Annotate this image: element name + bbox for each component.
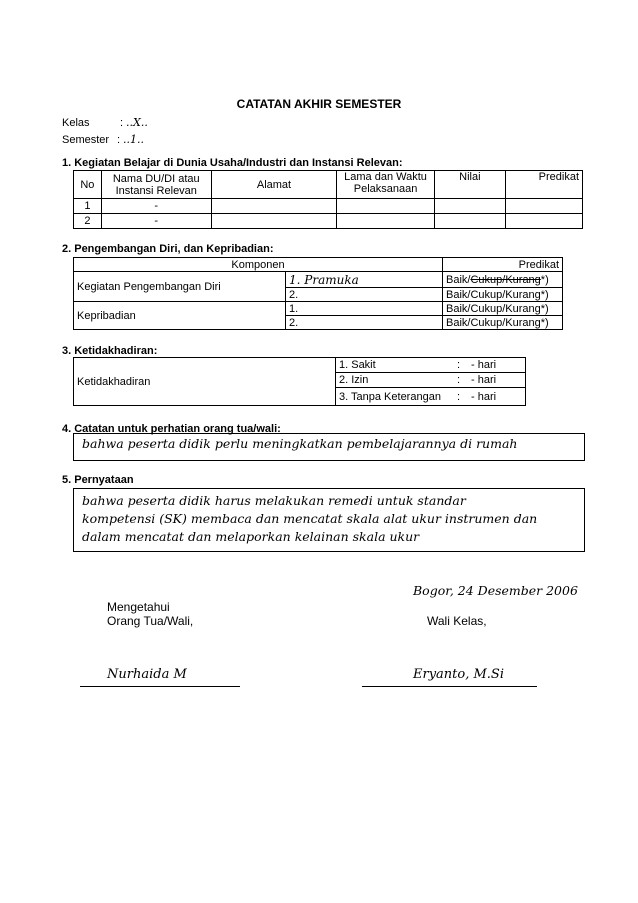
- kepribadian-item-1: 1.: [286, 302, 443, 316]
- kelas-label: Kelas: [62, 117, 90, 129]
- header-nilai: Nilai: [434, 171, 505, 199]
- kepribadian-predikat-2: Baik/Cukup/Kurang*): [443, 316, 563, 330]
- kepribadian-item-2: 2.: [286, 316, 443, 330]
- du-di-table: [73, 170, 583, 229]
- section3-heading: 3. Ketidakhadiran:: [62, 345, 158, 357]
- parent-name: Nurhaida M: [107, 667, 187, 682]
- header-lama: Lama dan Waktu Pelaksanaan: [337, 171, 435, 199]
- row-pengembangan-label: Kegiatan Pengembangan Diri: [74, 272, 286, 302]
- absence-row: 2. Izin : - hari: [336, 373, 526, 388]
- pengembangan-predikat-2: Baik/Cukup/Kurang*): [443, 288, 563, 302]
- header-no: No: [74, 171, 102, 199]
- teacher-signature-line: [362, 686, 537, 687]
- pernyataan-box: [73, 488, 585, 552]
- semester-sep: :: [117, 134, 121, 146]
- pernyataan-line-1: bahwa peserta didik harus melakukan remedi untuk standar: [82, 493, 466, 508]
- page-title: CATATAN AKHIR SEMESTER: [236, 97, 402, 111]
- parent-signature-line: [80, 686, 240, 687]
- catatan-text: bahwa peserta didik perlu meningkatkan pembelajarannya di rumah: [82, 436, 518, 451]
- ketidakhadiran-label: Ketidakhadiran: [74, 358, 336, 406]
- semester-value: ..1..: [123, 133, 144, 146]
- kelas-value: ..X..: [126, 116, 148, 129]
- header-predikat-2: Predikat: [443, 258, 563, 272]
- section4-heading: 4. Catatan untuk perhatian orang tua/wali:: [62, 423, 281, 435]
- semester-label: Semester: [62, 134, 110, 146]
- place-date: Bogor, 24 Desember 2006: [413, 583, 578, 598]
- pernyataan-line-3: dalam mencatat dan melaporkan kelainan skala ukur: [82, 529, 420, 544]
- kepribadian-predikat-1: Baik/Cukup/Kurang*): [443, 302, 563, 316]
- kelas-sep: :: [120, 117, 124, 129]
- pernyataan-line-2: kompetensi (SK) membaca dan mencatat skala alat ukur instrumen dan: [82, 511, 538, 526]
- pengembangan-predikat-1: Baik/Cukup/Kurang*): [443, 272, 563, 288]
- section2-heading: 2. Pengembangan Diri, dan Kepribadian:: [62, 243, 274, 255]
- teacher-name: Eryanto, M.Si: [413, 667, 504, 682]
- absence-row: 1. Sakit : - hari: [336, 358, 526, 373]
- table-row: 1 -: [74, 199, 583, 214]
- header-komponen: Komponen: [74, 258, 443, 272]
- absence-row: 3. Tanpa Keterangan : - hari: [336, 388, 526, 406]
- header-nama: Nama DU/DI atau Instansi Relevan: [101, 171, 211, 199]
- header-predikat: Predikat: [505, 171, 582, 199]
- pengembangan-table: [73, 257, 563, 330]
- pengembangan-item-1: 1. Pramuka: [286, 272, 443, 288]
- wali-kelas-label: Wali Kelas,: [427, 614, 487, 628]
- section1-heading: 1. Kegiatan Belajar di Dunia Usaha/Industri dan Instansi Relevan:: [62, 157, 403, 169]
- orang-tua-label: Orang Tua/Wali,: [107, 614, 194, 628]
- header-alamat: Alamat: [211, 171, 336, 199]
- table-row: 2 -: [74, 214, 583, 229]
- catatan-box: [73, 433, 585, 461]
- pengembangan-item-2: 2.: [286, 288, 443, 302]
- mengetahui-label: Mengetahui: [107, 600, 170, 614]
- ketidakhadiran-table: [73, 357, 526, 406]
- row-kepribadian-label: Kepribadian: [74, 302, 286, 330]
- section5-heading: 5. Pernyataan: [62, 474, 134, 486]
